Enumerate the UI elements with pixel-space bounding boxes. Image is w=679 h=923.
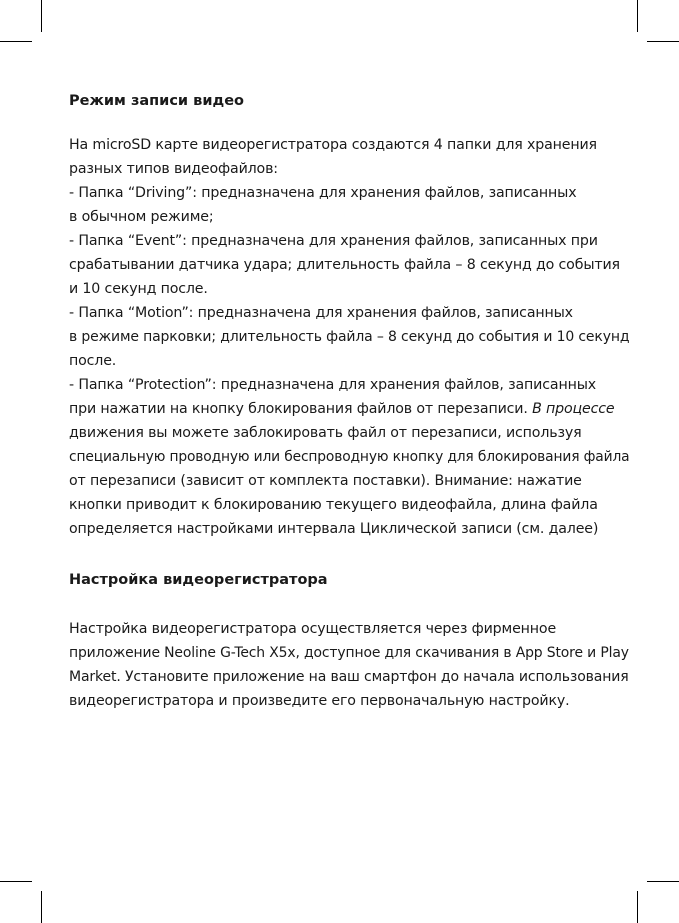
body-line: Настройка видеорегистратора осуществляется через фирменное [69, 621, 557, 637]
body-line: после. [69, 353, 117, 369]
body-line: На microSD карте видеорегистратора создаются 4 папки для хранения [69, 137, 597, 153]
crop-mark-bottom-left-horizontal [0, 881, 32, 882]
italic-note-line: от перезаписи (зависит от комплекта поставки). Внимание: нажатие [69, 473, 582, 489]
crop-mark-top-right-horizontal [647, 41, 679, 42]
crop-mark-top-right-vertical [637, 0, 638, 32]
crop-mark-bottom-right-vertical [637, 891, 638, 923]
body-line: срабатывании датчика удара; длительность файла – 8 секунд до события [69, 257, 620, 273]
body-line: - Папка “Motion”: предназначена для хранения файлов, записанных [69, 305, 573, 321]
body-line: - Папка “Driving”: предназначена для хранения файлов, записанных [69, 185, 577, 201]
italic-note-line: определяется настройками интервала Циклической записи (см. далее) [69, 521, 599, 537]
italic-note-line: специальную проводную или беспроводную кнопку для блокирования файла [69, 449, 630, 465]
italic-note-line: движения вы можете заблокировать файл от перезаписи, используя [69, 425, 582, 441]
body-line: в режиме парковки; длительность файла – 8 секунд до события и 10 секунд [69, 329, 630, 345]
body-line: в обычном режиме; [69, 209, 214, 225]
crop-mark-bottom-left-vertical [41, 891, 42, 923]
body-line-mixed [69, 397, 629, 421]
crop-mark-top-left-vertical [41, 0, 42, 32]
body-line: видеорегистратора и произведите его первоначальную настройку. [69, 693, 570, 709]
body-line-italic-part: В процессе [527, 401, 615, 417]
section-heading-recording-mode: Режим записи видео [69, 93, 244, 109]
body-line: Market. Установите приложение на ваш смартфон до начала использования [69, 669, 629, 685]
crop-mark-bottom-right-horizontal [647, 881, 679, 882]
setup-body [69, 617, 629, 713]
crop-mark-top-left-horizontal [0, 41, 32, 42]
body-line: - Папка “Event”: предназначена для хранения файлов, записанных при [69, 233, 598, 249]
body-line: приложение Neoline G-Tech X5x, доступное для скачивания в App Store и Play [69, 645, 629, 661]
recording-mode-body [69, 133, 629, 541]
section-heading-setup: Настройка видеорегистратора [69, 572, 328, 588]
body-line: и 10 секунд после. [69, 281, 208, 297]
body-line-regular-part: при нажатии на кнопку блокирования файлов от перезаписи. [69, 401, 528, 417]
italic-note-line: кнопки приводит к блокированию текущего видеофайла, длина файла [69, 497, 598, 513]
body-line: разных типов видеофайлов: [69, 161, 278, 177]
body-line: - Папка “Protection”: предназначена для хранения файлов, записанных [69, 377, 596, 393]
